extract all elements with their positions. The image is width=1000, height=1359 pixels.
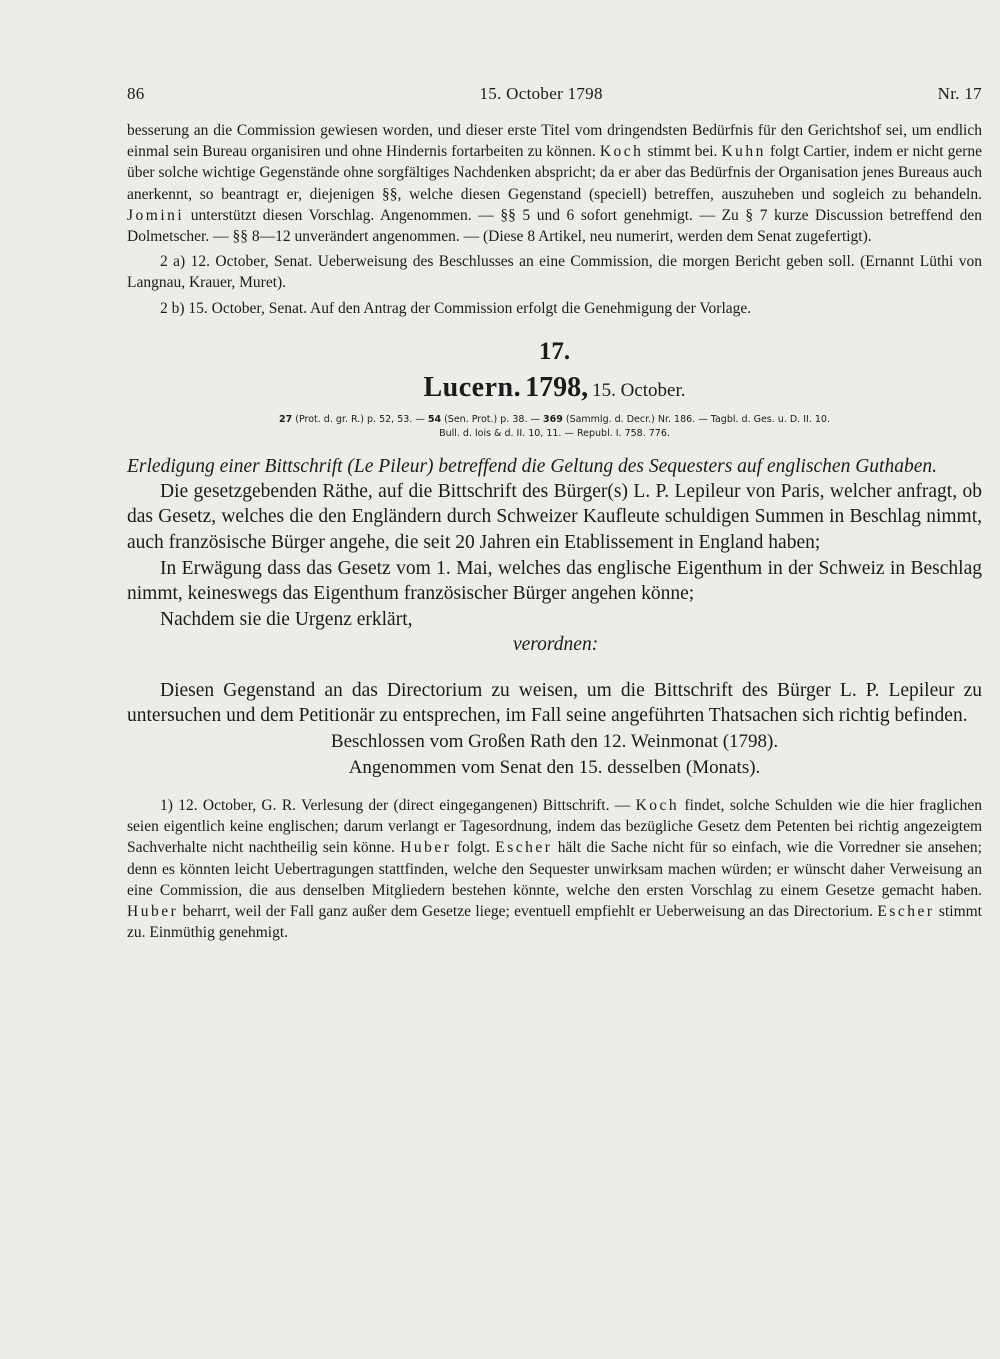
senate-note-2b: 2 b) 15. October, Senat. Auf den Antrag der Commission erfolgt die Genehmigung der Vorlage. — [160, 299, 752, 317]
decree-paragraph-1: Die gesetzgebenden Räthe, auf die Bittschrift des Bürger(s) L. P. Lepileur von Paris, welcher anfragt, ob das Gesetz, welches die den Engländern durch Schweizer Kaufleute schuldigen Summen in Beschlag nimmt, auch französische Bürger angehe, die seit 20 Jahren ein Etablissement in England haben; — [127, 480, 982, 554]
footnote-paragraph: 1) 12. October, G. R. Verlesung der (direct eingegangenen) Bittschrift. — Koch findet, solche Schulden wie die hier fraglichen seien eigentlich keine englischen; darum verlangt er Tagesordnung, indem das bezügliche Gesetz dem Petenten bei richtig angezeigtem Sachverhalte nicht nachtheilig sein könne. Huber folgt. Escher hält die Sache nicht für so einfach, wie die Vorredner sie ansehen; denn es könnten leicht Uebertragungen stattfinden, welche den Sequester unwirksam machen würden; er wünscht daher Verweisung an eine Commission, die aus denselben Mitgliedern bestehen könnte, welche den ersten Vorschlag zu einem Gesetze gemacht haben. Huber beharrt, weil der Fall ganz außer dem Gesetze liege; eventuell empfiehlt er Ueberweisung an das Directorium. Escher stimmt zu. Einmüthig genehmigt. — [127, 797, 982, 942]
speaker-name: Koch — [635, 797, 680, 815]
source-line-2: Bull. d. lois & d. II. 10, 11. — Republ. I. 758. 776. — [439, 428, 670, 440]
header-doc-ref: Nr. 17 — [937, 84, 982, 103]
source-references — [127, 413, 982, 442]
decree-verb: verordnen: — [513, 634, 599, 656]
document-date: 15. October. — [592, 379, 686, 401]
senate-note-2a: 2 a) 12. October, Senat. Ueberweisung des Beschlusses an eine Commission, die morgen Bericht geben soll. (Ernannt Lüthi von Langnau, Krauer, Muret). — [127, 253, 982, 292]
speaker-name: Kuhn — [721, 143, 766, 161]
document-place: Lucern. — [423, 371, 522, 403]
closing-line-1: Beschlossen vom Großen Rath den 12. Weinmonat (1798). — [330, 731, 779, 753]
speaker-name: Huber — [400, 839, 452, 857]
document-place-date — [127, 371, 982, 409]
speaker-name: Jomini — [127, 206, 185, 224]
page-number: 86 — [127, 84, 145, 103]
running-header — [127, 84, 982, 104]
header-date: 15. October 1798 — [479, 84, 603, 103]
document-number: 17. — [538, 337, 571, 365]
speaker-name: Koch — [599, 143, 644, 161]
page-content — [127, 84, 982, 944]
speaker-name: Escher — [495, 839, 553, 857]
speaker-name: Escher — [877, 903, 935, 921]
decree-paragraph-4: Diesen Gegenstand an das Directorium zu weisen, um die Bittschrift des Bürger L. P. Lepileur zu untersuchen und dem Petitionär zu entsprechen, im Fall seine angeführten Thatsachen sich richtig befinden. — [127, 679, 982, 727]
decree-paragraph-3: Nachdem sie die Urgenz erklärt, — [160, 608, 413, 630]
decree-paragraph-2: In Erwägung dass das Gesetz vom 1. Mai, welches das englische Eigenthum in der Schweiz in Beschlag nimmt, keineswegs das Eigenthum französischer Bürger angehen könne; — [127, 557, 982, 605]
document-year: 1798, — [525, 371, 589, 403]
closing-line-2: Angenommen vom Senat den 15. desselben (Monats). — [348, 757, 761, 779]
document-subject: Erledigung einer Bittschrift (Le Pileur) betreffend die Geltung des Sequesters auf englischen Guthaben. — [127, 455, 937, 477]
source-line-1: 27 (Prot. d. gr. R.) p. 52, 53. — 54 (Sen. Prot.) p. 38. — 369 (Sammlg. d. Decr.) Nr. 186. — Tagbl. d. Ges. u. D. II. 10. — [279, 413, 830, 425]
speaker-name: Huber — [127, 903, 179, 921]
previous-doc-paragraph: besserung an die Commission gewiesen worden, und dieser erste Titel vom dringendsten Bedürfnis für den Gerichtshof sei, um endlich einmal sein Bureau organisiren und ohne Hindernis fortarbeiten zu können. Koch stimmt bei. Kuhn folgt Cartier, indem er nicht gerne über solche wichtige Gegenstände ohne sorgfältiges Nachdenken abspricht; da er aber das Bedürfnis der Organisation jenes Bureaus auch anerkennt, so beantragt er, diejenigen §§, welche diesen Gegenstand (speciell) betreffen, auszuheben und sogleich zu behandeln. Jomini unterstützt diesen Vorschlag. Angenommen. — §§ 5 und 6 sofort genehmigt. — Zu § 7 kurze Discussion betreffend den Dolmetscher. — §§ 8—12 unverändert angenommen. — (Diese 8 Artikel, neu numerirt, werden dem Senat zugefertigt). — [127, 122, 983, 246]
